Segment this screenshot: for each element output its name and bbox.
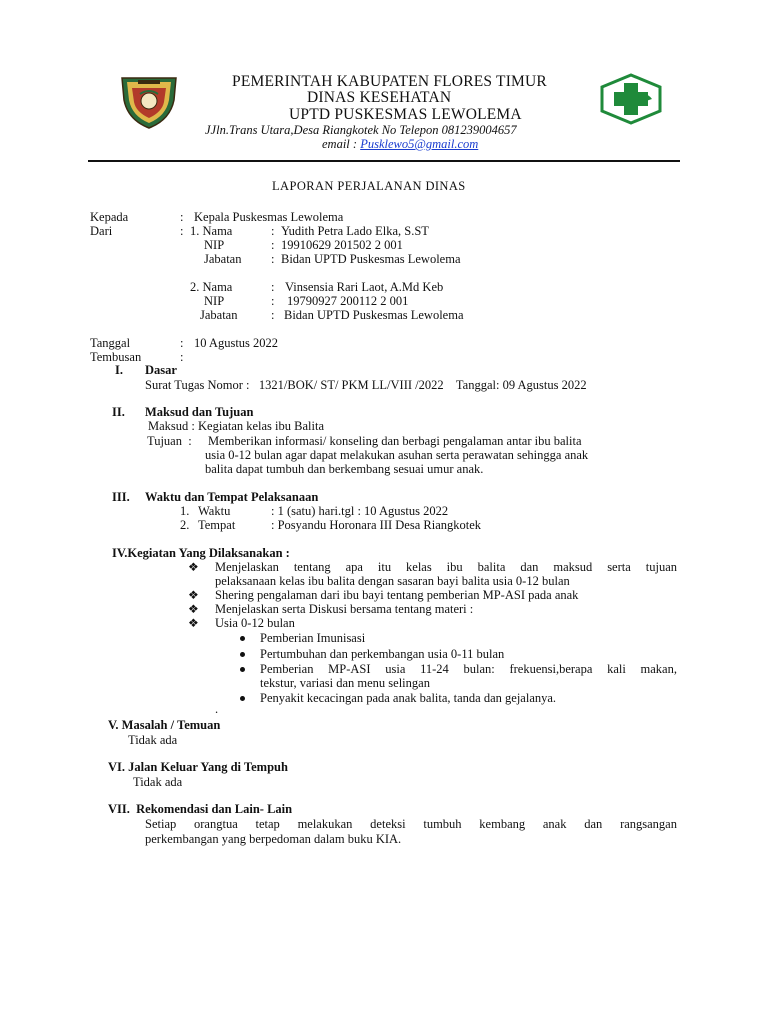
person2-nip-separator: :	[271, 294, 275, 308]
section-6-body: Tidak ada	[133, 775, 183, 789]
section-2-maksud: Maksud : Kegiatan kelas ibu Balita	[148, 419, 325, 433]
section-2-title: Maksud dan Tujuan	[145, 405, 254, 419]
tanggal-separator: :	[180, 336, 184, 350]
person1-nama: Yudith Petra Lado Elka, S.ST	[281, 224, 429, 238]
header-institution: UPTD PUSKESMAS LEWOLEMA	[289, 106, 522, 123]
section-3-title: Waktu dan Tempat Pelaksanaan	[145, 490, 319, 504]
section-6-title: VI. Jalan Keluar Yang di Tempuh	[108, 760, 288, 774]
section-2-tujuan-label: Tujuan :	[147, 434, 192, 448]
person2-nama-separator: :	[271, 280, 275, 294]
section-3-item1-number: 1.	[180, 504, 190, 518]
round-bullet-icon	[240, 667, 245, 672]
person1-nama-label: 1. Nama	[190, 224, 233, 238]
kepada-value: Kepala Puskesmas Lewolema	[194, 210, 344, 224]
section-4-stray-mark: .	[215, 702, 219, 716]
section-4-item2: Shering pengalaman dari ibu bayi tentang pemberian MP-ASI pada anak	[215, 588, 579, 602]
section-4-item1-line1: Menjelaskan tentang apa itu kelas ibu balita dan maksud serta tujuan	[215, 560, 677, 574]
section-5-title: V. Masalah / Temuan	[108, 718, 221, 732]
diamond-bullet-icon: ❖	[188, 588, 199, 602]
section-4-sub1: Pemberian Imunisasi	[260, 631, 366, 645]
regency-seal-icon	[118, 70, 180, 130]
person2-jabatan-label: Jabatan	[200, 308, 238, 322]
section-4-item1-line2: pelaksanaan kelas ibu balita dengan sasaran bayi balita usia 0-12 bulan	[215, 574, 570, 588]
section-3-item1-value: : 1 (satu) hari.tgl : 10 Agustus 2022	[271, 504, 449, 518]
diamond-bullet-icon: ❖	[188, 616, 199, 630]
header-email	[322, 137, 478, 152]
diamond-bullet-icon: ❖	[188, 560, 199, 574]
person1-jabatan: Bidan UPTD Puskesmas Lewolema	[281, 252, 461, 266]
tembusan-label: Tembusan	[90, 350, 142, 364]
section-4-sub2: Pertumbuhan dan perkembangan usia 0-11 bulan	[260, 647, 505, 661]
header-department: DINAS KESEHATAN	[307, 89, 452, 106]
person1-nip: 19910629 201502 2 001	[281, 238, 403, 252]
section-2-tujuan-line1: Memberikan informasi/ konseling dan berbagi pengalaman antar ibu balita	[208, 434, 582, 448]
dari-separator: :	[180, 224, 184, 238]
person1-jabatan-label: Jabatan	[204, 252, 242, 266]
person2-nip: 19790927 200112 2 001	[287, 294, 409, 308]
section-2-tujuan-line2: usia 0-12 bulan agar dapat melakukan asuhan serta perawatan sehingga anak	[205, 448, 589, 462]
section-5-body: Tidak ada	[128, 733, 178, 747]
round-bullet-icon	[240, 652, 245, 657]
dari-label: Dari	[90, 224, 113, 238]
section-2-number: II.	[112, 405, 125, 419]
section-4-sub3-line2: tekstur, variasi dan menu selingan	[260, 676, 430, 690]
person2-jabatan-separator: :	[271, 308, 275, 322]
section-4-sub3-line1: Pemberian MP-ASI usia 11-24 bulan: frekuensi,berapa kali makan,	[260, 662, 677, 676]
person2-nip-label: NIP	[204, 294, 225, 308]
section-1-body: Surat Tugas Nomor : 1321/BOK/ ST/ PKM LL/VIII /2022 Tanggal: 09 Agustus 2022	[145, 378, 587, 392]
person1-nip-label: NIP	[204, 238, 225, 252]
kepada-separator: :	[180, 210, 184, 224]
diamond-bullet-icon: ❖	[188, 602, 199, 616]
round-bullet-icon	[240, 696, 245, 701]
header-divider	[88, 160, 680, 162]
section-3-item2-number: 2.	[180, 518, 190, 532]
tembusan-separator: :	[180, 350, 184, 364]
section-1-number: I.	[115, 363, 123, 377]
section-4-title: IV.Kegiatan Yang Dilaksanakan :	[112, 546, 290, 560]
section-1-title: Dasar	[145, 363, 177, 377]
section-4-sub4: Penyakit kecacingan pada anak balita, tanda dan gejalanya.	[260, 691, 557, 705]
person1-nama-separator: :	[271, 224, 275, 238]
section-7-line2: perkembangan yang berpedoman dalam buku KIA.	[145, 832, 402, 846]
section-3-number: III.	[112, 490, 130, 504]
section-3-item1-label: Waktu	[198, 504, 231, 518]
section-4-item4: Usia 0-12 bulan	[215, 616, 295, 630]
person1-nip-separator: :	[271, 238, 275, 252]
header-government: PEMERINTAH KABUPATEN FLORES TIMUR	[232, 73, 547, 90]
section-7-title: VII. Rekomendasi dan Lain- Lain	[108, 802, 293, 816]
person1-jabatan-separator: :	[271, 252, 275, 266]
kepada-label: Kepada	[90, 210, 129, 224]
email-label: email :	[322, 137, 358, 151]
section-3-item2-label: Tempat	[198, 518, 236, 532]
puskesmas-logo-icon	[600, 73, 662, 125]
section-2-tujuan-line3: balita dapat tumbuh dan berkembang sesuai umur anak.	[205, 462, 484, 476]
header-address: JJln.Trans Utara,Desa Riangkotek No Telepon 081239004657	[205, 123, 517, 137]
section-3-item2-value: : Posyandu Horonara III Desa Riangkotek	[271, 518, 482, 532]
person2-jabatan: Bidan UPTD Puskesmas Lewolema	[284, 308, 464, 322]
section-4-item3: Menjelaskan serta Diskusi bersama tentang materi :	[215, 602, 474, 616]
email-link[interactable]: Pusklewo5@gmail.com	[360, 137, 479, 151]
person2-nama-label: 2. Nama	[190, 280, 233, 294]
tanggal-value: 10 Agustus 2022	[194, 336, 279, 350]
section-7-line1: Setiap orangtua tetap melakukan deteksi tumbuh kembang anak dan rangsangan	[145, 817, 677, 831]
tanggal-label: Tanggal	[90, 336, 131, 350]
person2-nama: Vinsensia Rari Laot, A.Md Keb	[285, 280, 444, 294]
round-bullet-icon	[240, 636, 245, 641]
document-title: LAPORAN PERJALANAN DINAS	[272, 179, 466, 193]
